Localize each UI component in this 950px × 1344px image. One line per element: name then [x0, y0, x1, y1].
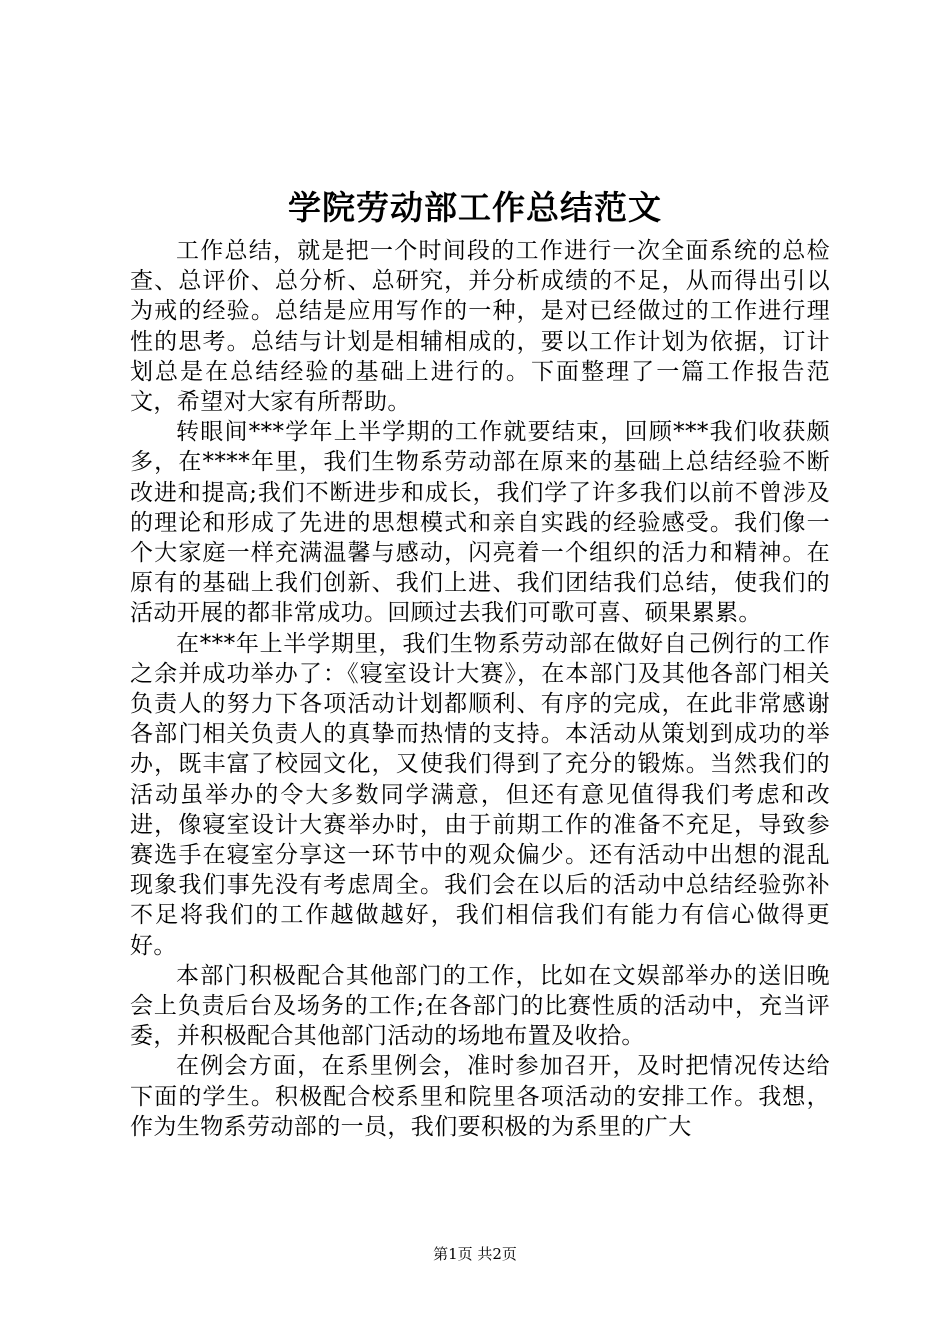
paragraph-review: 转眼间***学年上半学期的工作就要结束，回顾***我们收获颇多，在****年里，我们生物系劳动部在原来的基础上总结经验不断改进和提高;我们不断进步和成长，我们学了许多我们以前不曾涉及的理论和形成了先进的思想模式和亲自实践的经验感受。我们像一个大家庭一样充满温馨与感动，闪亮着一个组织的活力和精神。在原有的基础上我们创新、我们上进、我们团结我们总结，使我们的活动开展的都非常成功。回顾过去我们可歌可喜、硕果累累。	[130, 419, 830, 627]
document-body	[130, 236, 830, 1142]
paragraph-cooperation: 本部门积极配合其他部门的工作，比如在文娱部举办的送旧晚会上负责后台及场务的工作;在各部门的比赛性质的活动中，充当评委，并积极配合其他部门活动的场地布置及收拾。	[130, 962, 830, 1050]
paragraph-intro: 工作总结，就是把一个时间段的工作进行一次全面系统的总检查、总评价、总分析、总研究，并分析成绩的不足，从而得出引以为戒的经验。总结是应用写作的一种，是对已经做过的工作进行理性的思考。总结与计划是相辅相成的，要以工作计划为依据，订计划总是在总结经验的基础上进行的。下面整理了一篇工作报告范文，希望对大家有所帮助。	[130, 238, 830, 416]
paragraph-meetings: 在例会方面，在系里例会，准时参加召开，及时把情况传达给下面的学生。积极配合校系里和院里各项活动的安排工作。我想，作为生物系劳动部的一员，我们要积极的为系里的广大	[130, 1053, 830, 1140]
document-title: 学院劳动部工作总结范文	[288, 188, 662, 227]
page-number-footer: 第1页 共2页	[433, 1245, 517, 1263]
paragraph-activities: 在***年上半学期里，我们生物系劳动部在做好自己例行的工作之余并成功举办了：《寝室设计大赛》，在本部门及其他各部门相关负责人的努力下各项活动计划都顺利、有序的完成，在此非常感谢各部门相关负责人的真挚而热情的支持。本活动从策划到成功的举办，既丰富了校园文化，又使我们得到了充分的锻炼。当然我们的活动虽举办的令大多数同学满意，但还有意见值得我们考虑和改进，像寝室设计大赛举办时，由于前期工作的准备不充足，导致参赛选手在寝室分享这一环节中的观众偏少。还有活动中出想的混乱现象我们事先没有考虑周全。我们会在以后的活动中总结经验弥补不足将我们的工作越做越好，我们相信我们有能力有信心做得更好。	[130, 630, 830, 959]
